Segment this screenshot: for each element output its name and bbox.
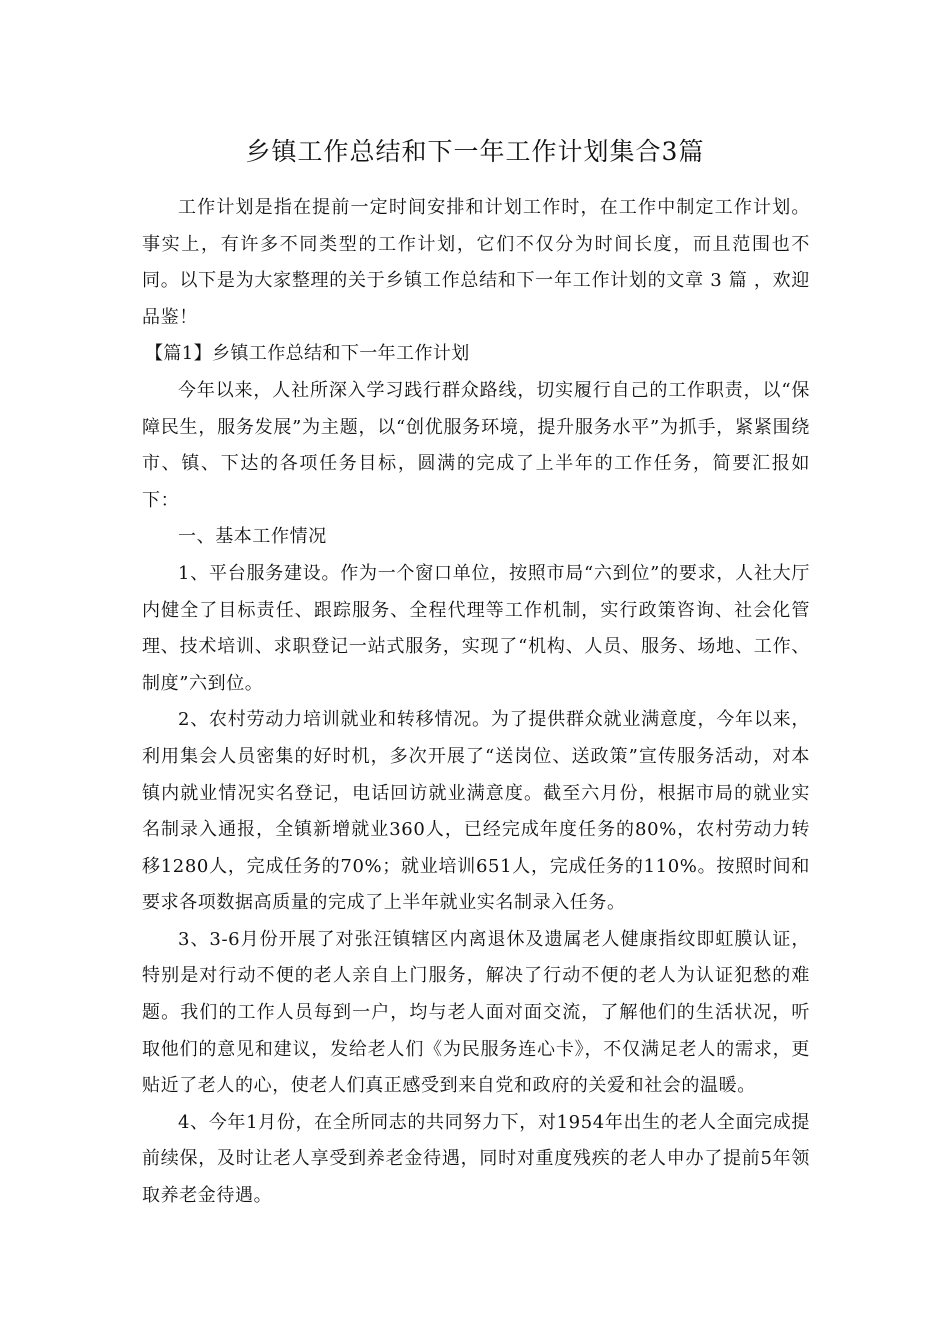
- paragraph-item-4: 4、今年1月份，在全所同志的共同努力下，对1954年出生的老人全面完成提前续保，及时让老人享受到养老金待遇，同时对重度残疾的老人申办了提前5年领取养老金待遇。: [142, 1111, 810, 1207]
- paragraph-item-3: 3、3-6月份开展了对张汪镇辖区内离退休及遗属老人健康指纹即虹膜认证，特别是对行动不便的老人亲自上门服务，解决了行动不便的老人为认证犯愁的难题。我们的工作人员每到一户，均与老人面对面交流，了解他们的生活状况，听取他们的意见和建议，发给老人们《为民服务连心卡》，不仅满足老人的需求，更贴近了老人的心，使老人们真正感受到来自党和政府的关爱和社会的温暖。: [142, 928, 810, 1097]
- document-body: [142, 190, 810, 1215]
- paragraph-item-1: 1、平台服务建设。作为一个窗口单位，按照市局“六到位”的要求，人社大厅内健全了目标责任、跟踪服务、全程代理等工作机制，实行政策咨询、社会化管理、技术培训、求职登记一站式服务，实现了“机构、人员、服务、场地、工作、制度”六到位。: [142, 562, 810, 694]
- intro-paragraph: 工作计划是指在提前一定时间安排和计划工作时，在工作中制定工作计划。事实上，有许多不同类型的工作计划，它们不仅分为时间长度，而且范围也不同。以下是为大家整理的关于乡镇工作总结和下一年工作计划的文章 3 篇 ，欢迎品鉴！: [142, 197, 810, 328]
- section-title: 【篇1】乡镇工作总结和下一年工作计划: [145, 343, 470, 365]
- paragraph-item-2: 2、农村劳动力培训就业和转移情况。为了提供群众就业满意度，今年以来，利用集会人员密集的好时机，多次开展了“送岗位、送政策”宣传服务活动，对本镇内就业情况实名登记，电话回访就业满意度。截至六月份，根据市局的就业实名制录入通报，全镇新增就业360人，已经完成年度任务的80%，农村劳动力转移1280人，完成任务的70%；就业培训651人，完成任务的110%。按照时间和要求各项数据高质量的完成了上半年就业实名制录入任务。: [142, 709, 810, 914]
- paragraph-summary: 今年以来，人社所深入学习践行群众路线，切实履行自己的工作职责，以“保障民生，服务发展”为主题，以“创优服务环境，提升服务水平”为抓手，紧紧围绕市、镇、下达的各项任务目标，圆满的完成了上半年的工作任务，简要汇报如下：: [142, 379, 810, 511]
- section-heading: 一、基本工作情况: [178, 526, 327, 548]
- document-title: 乡镇工作总结和下一年工作计划集合3篇: [245, 137, 705, 166]
